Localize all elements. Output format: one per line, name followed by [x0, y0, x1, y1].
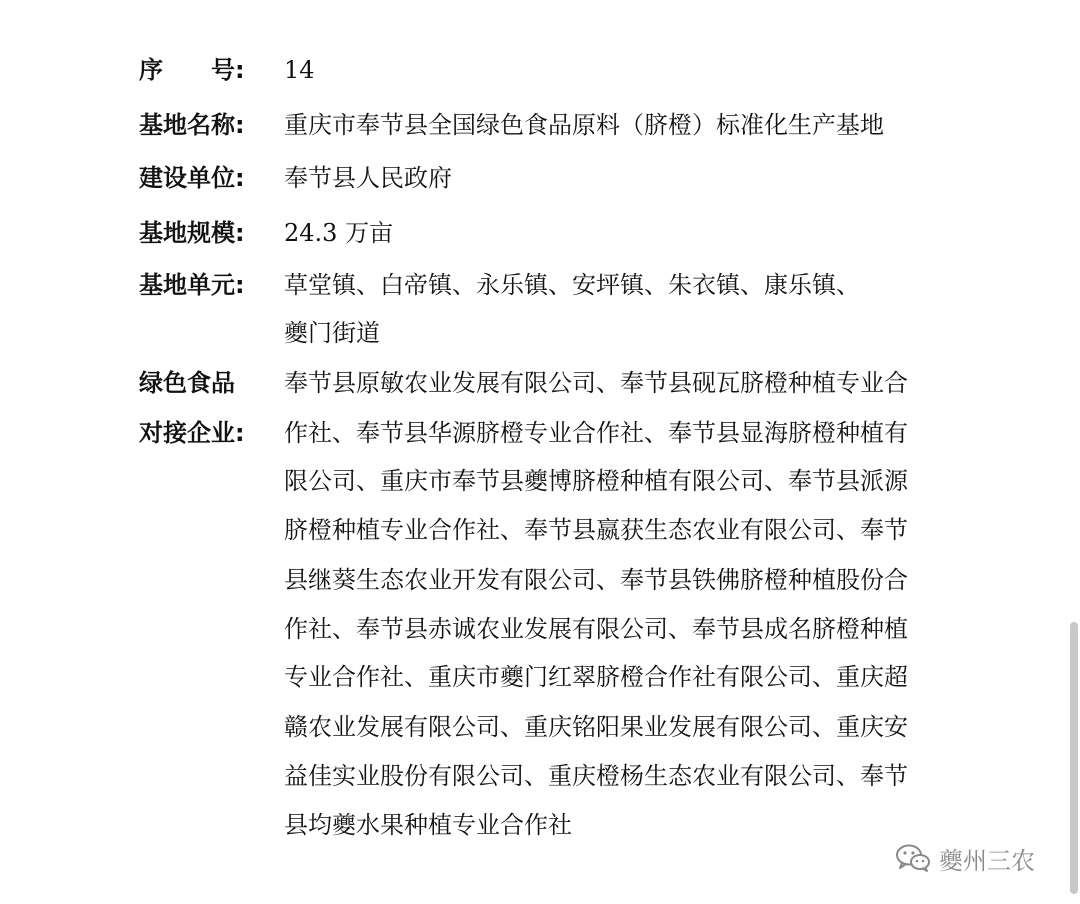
scale-label: 基地规模:	[139, 219, 245, 247]
builder-value: 奉节县人民政府	[284, 164, 452, 192]
units-label: 基地单元:	[139, 271, 245, 299]
enterprises-label-line-1: 绿色食品	[139, 369, 235, 397]
units-line: 夔门街道	[284, 319, 380, 347]
enterprises-line: 县均夔水果种植专业合作社	[284, 811, 572, 839]
base-name-label: 基地名称:	[139, 111, 245, 139]
units-line: 草堂镇、白帝镇、永乐镇、安坪镇、朱衣镇、康乐镇、	[284, 271, 860, 299]
enterprises-line: 限公司、重庆市奉节县夔博脐橙种植有限公司、奉节县派源	[284, 467, 908, 495]
enterprises-line: 脐橙种植专业合作社、奉节县嬴获生态农业有限公司、奉节	[284, 516, 908, 544]
seq-label-a: 序	[139, 56, 163, 84]
enterprises-line: 县继葵生态农业开发有限公司、奉节县铁佛脐橙种植股份合	[284, 566, 908, 594]
scrollbar[interactable]	[1070, 622, 1078, 894]
watermark	[895, 838, 1035, 878]
base-name-value: 重庆市奉节县全国绿色食品原料（脐橙）标准化生产基地	[284, 111, 884, 139]
scale-value: 24.3 万亩	[284, 219, 394, 247]
enterprises-line: 奉节县原敏农业发展有限公司、奉节县砚瓦脐橙种植专业合	[284, 369, 908, 397]
seq-value: 14	[284, 56, 315, 84]
enterprises-line: 赣农业发展有限公司、重庆铭阳果业发展有限公司、重庆安	[284, 713, 908, 741]
enterprises-line: 作社、奉节县华源脐橙专业合作社、奉节县显海脐橙种植有	[284, 419, 908, 447]
wechat-icon	[895, 843, 931, 873]
seq-label-b: 号:	[211, 56, 245, 84]
builder-label: 建设单位:	[139, 164, 245, 192]
enterprises-line: 作社、奉节县赤诚农业发展有限公司、奉节县成名脐橙种植	[284, 615, 908, 643]
enterprises-label-line-2: 对接企业:	[139, 419, 245, 447]
watermark-text: 夔州三农	[939, 846, 1035, 875]
seq-label	[139, 55, 245, 85]
enterprises-line: 益佳实业股份有限公司、重庆橙杨生态农业有限公司、奉节	[284, 762, 908, 790]
enterprises-line: 专业合作社、重庆市夔门红翠脐橙合作社有限公司、重庆超	[284, 663, 908, 691]
